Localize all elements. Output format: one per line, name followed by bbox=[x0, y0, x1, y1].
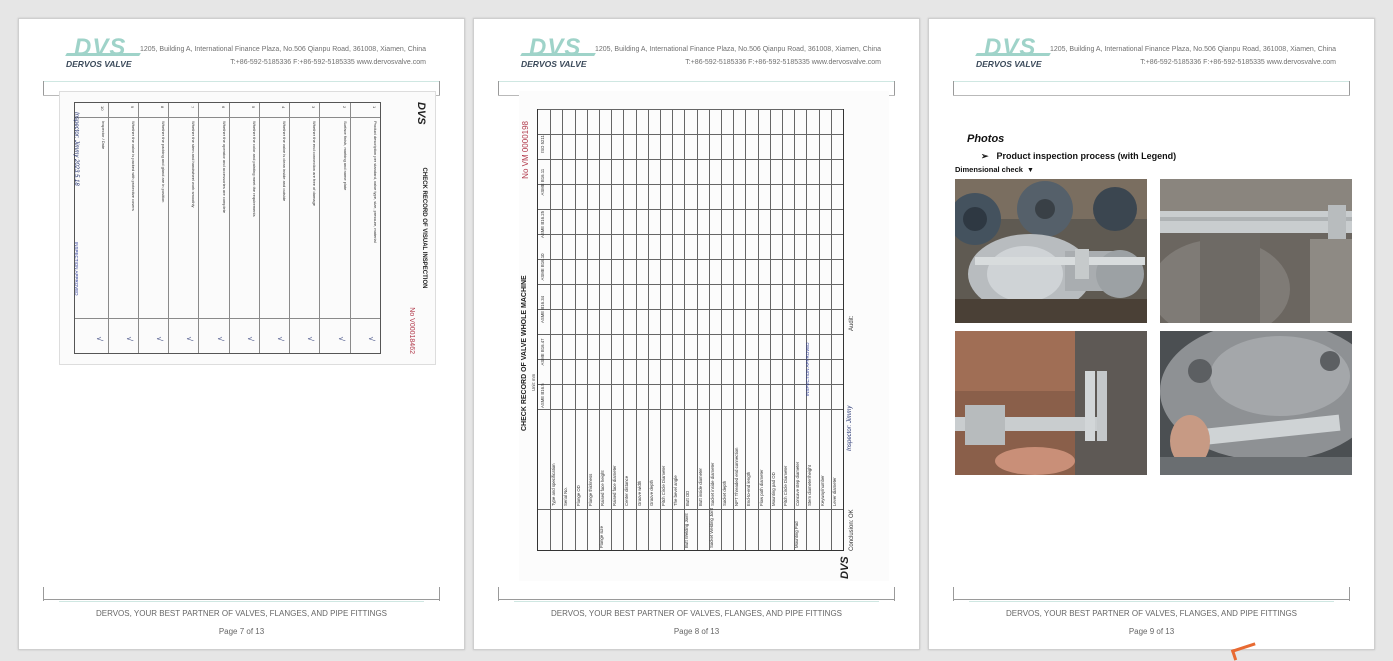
process-item-text: Product inspection process (with Legend) bbox=[996, 151, 1177, 161]
table-row bbox=[350, 103, 380, 353]
photo-caliper-on-flange-face bbox=[1160, 331, 1352, 475]
form-grid bbox=[537, 109, 844, 551]
footer-slogan: DERVOS, YOUR BEST PARTNER OF VALVES, FLANGES, AND PIPE FITTINGS bbox=[550, 609, 843, 618]
row-label: Flow path diameter bbox=[758, 469, 764, 506]
dimensional-check-label bbox=[955, 165, 1034, 174]
arrow-bullet-icon: ➢ bbox=[981, 151, 989, 161]
form-title: CHECK RECORD OF VISUAL INSPECTION bbox=[421, 167, 427, 289]
address-line: 1205, Building A, International Finance Plaza, No.506 Qianpu Road, 361008, Xiamen, China bbox=[139, 46, 426, 53]
logo-name: DERVOS VALVE bbox=[66, 59, 132, 69]
column-header: ASME B16.5 bbox=[540, 383, 545, 408]
document-page-9 bbox=[928, 18, 1375, 650]
logo-name: DERVOS VALVE bbox=[976, 59, 1042, 69]
document-page-8 bbox=[473, 18, 920, 650]
row-label: Concave step diameter bbox=[795, 461, 801, 506]
photo-caliper-on-flange bbox=[1160, 179, 1352, 323]
row-result: √ bbox=[245, 336, 255, 341]
form-table bbox=[74, 102, 381, 354]
dimensional-check-text: Dimensional check bbox=[955, 165, 1023, 174]
row-text: Whether the valve is clean inside and outside bbox=[282, 121, 288, 202]
row-result: √ bbox=[306, 336, 316, 341]
row-label: Raised face height bbox=[600, 470, 605, 506]
row-result: √ bbox=[124, 336, 134, 341]
row-text: Whether the packing and gland are in position bbox=[161, 121, 167, 203]
row-result: √ bbox=[215, 336, 225, 341]
company-address bbox=[1050, 43, 1336, 69]
row-label: The bevel angle bbox=[673, 475, 679, 506]
row-number: 10 bbox=[99, 106, 105, 111]
group-label: Mounting Pad bbox=[794, 521, 800, 548]
inspector-signature: Inspector: Jimmy bbox=[847, 405, 853, 451]
form-header bbox=[383, 102, 427, 354]
row-label: Type and specification bbox=[551, 463, 557, 506]
contact-line: T:+86-592-5185336 F:+86-592-5185335 www.dervosvalve.com bbox=[1140, 59, 1336, 66]
address-line: 1205, Building A, International Finance Plaza, No.506 Qianpu Road, 361008, Xiamen, China bbox=[1049, 46, 1336, 53]
row-number: 5 bbox=[250, 106, 256, 109]
group-label: Socket Welding Joint bbox=[708, 507, 714, 548]
column-header: ASME B16.11 bbox=[540, 168, 545, 196]
group-label: Flange size bbox=[599, 526, 604, 548]
company-logo bbox=[519, 34, 599, 87]
table-row bbox=[168, 103, 198, 353]
row-label: Raised face diameter bbox=[612, 465, 618, 506]
row-text: Surface finish, marking and name plate bbox=[342, 121, 348, 191]
row-result: √ bbox=[336, 336, 346, 341]
company-address bbox=[595, 43, 881, 69]
process-bullet bbox=[981, 151, 1176, 162]
page-number: Page 9 of 13 bbox=[1128, 627, 1175, 636]
page-footer bbox=[929, 597, 1374, 657]
row-text: Whether the stem and handwheel work smoothly bbox=[191, 121, 197, 208]
form-logo: DVS bbox=[415, 102, 427, 125]
row-result: √ bbox=[276, 336, 286, 341]
column-header: ASME B16.25 bbox=[540, 211, 545, 238]
page-header bbox=[929, 34, 1374, 99]
company-address bbox=[140, 43, 426, 69]
form-number: No V00018462 bbox=[408, 307, 415, 354]
row-result: √ bbox=[155, 336, 165, 341]
column-header: ASME B16.47 bbox=[540, 338, 545, 366]
row-label: Flange OD bbox=[575, 485, 581, 506]
logo-mark: DVS bbox=[984, 34, 1037, 61]
conclusion-label: Conclusion: OK bbox=[849, 509, 855, 551]
logo-mark: DVS bbox=[74, 34, 127, 61]
company-logo bbox=[64, 34, 144, 87]
row-label: Socket inside diameter bbox=[709, 462, 715, 506]
contact-line: T:+86-592-5185336 F:+86-592-5185335 www.dervosvalve.com bbox=[685, 59, 881, 66]
row-number: 3 bbox=[311, 106, 317, 109]
row-text: Whether the operator and accessories are complete bbox=[221, 121, 227, 214]
logo-mark: DVS bbox=[529, 34, 582, 61]
page-header bbox=[474, 34, 919, 99]
triangle-down-icon: ▼ bbox=[1026, 167, 1034, 174]
column-header: ASME B16.10 bbox=[540, 253, 545, 281]
logo-name: DERVOS VALVE bbox=[521, 59, 587, 69]
row-text: Product description per standard, valve type, size, pressure, material bbox=[373, 121, 378, 243]
row-label: End-to-end length bbox=[746, 471, 752, 506]
unit-label: Unit: mm bbox=[531, 373, 536, 391]
row-text: Whether the color and painting meet the requirements bbox=[251, 121, 257, 217]
row-number: 7 bbox=[190, 106, 196, 109]
row-label: Pitch Circle Diameter bbox=[661, 465, 666, 506]
page-number: Page 8 of 13 bbox=[673, 627, 720, 636]
row-number: 8 bbox=[160, 106, 166, 109]
table-row bbox=[319, 103, 349, 353]
row-label: Groove depth bbox=[648, 479, 654, 506]
form-number: No VM 0000198 bbox=[521, 121, 530, 179]
row-label: NPT Threaded end connection bbox=[734, 447, 740, 506]
photo-valve-with-caliper bbox=[955, 179, 1147, 323]
form-title: CHECK RECORD OF VALVE WHOLE MACHINE bbox=[521, 275, 528, 431]
table-row bbox=[259, 103, 289, 353]
row-label: Pitch Circle Diameter bbox=[783, 465, 788, 506]
row-number: 4 bbox=[281, 106, 287, 109]
row-label: Stem diameter/height bbox=[807, 465, 813, 506]
row-result: √ bbox=[94, 336, 104, 341]
column-header: ASME B16.34 bbox=[540, 296, 545, 323]
group-label: Butt Welding Joint bbox=[684, 513, 690, 548]
scanned-whole-machine-form bbox=[519, 91, 889, 581]
row-label: Groove width bbox=[636, 480, 642, 506]
row-label: Butt OD bbox=[685, 490, 691, 506]
row-label: Socket depth bbox=[722, 480, 727, 506]
photo-caliper-close-up bbox=[955, 331, 1147, 475]
footer-slogan: DERVOS, YOUR BEST PARTNER OF VALVES, FLANGES, AND PIPE FITTINGS bbox=[1005, 609, 1298, 618]
inspector-signature: Inspector: Jimmy 2023.5.18 bbox=[73, 112, 79, 186]
row-text: Whether the end connection are free of damage bbox=[312, 121, 318, 206]
table-row bbox=[78, 103, 107, 353]
row-number: 6 bbox=[220, 106, 226, 109]
row-number: 2 bbox=[341, 106, 347, 109]
page-header bbox=[19, 34, 464, 99]
row-label: Flange thickness bbox=[587, 473, 593, 506]
document-page-7 bbox=[18, 18, 465, 650]
scanned-visual-inspection-form bbox=[59, 91, 436, 365]
page-number: Page 7 of 13 bbox=[218, 627, 265, 636]
form-logo: DVS bbox=[839, 556, 851, 579]
row-number: 9 bbox=[129, 106, 135, 109]
row-label: Mounting pad OD bbox=[770, 472, 776, 506]
row-label: Center distance bbox=[624, 475, 630, 506]
row-label: Serial No. bbox=[563, 487, 569, 506]
audit-label: Audit: bbox=[849, 315, 855, 331]
table-row bbox=[289, 103, 319, 353]
row-result: √ bbox=[185, 336, 195, 341]
address-line: 1205, Building A, International Finance Plaza, No.506 Qianpu Road, 361008, Xiamen, China bbox=[594, 46, 881, 53]
table-row bbox=[138, 103, 168, 353]
row-label: Keyway/number bbox=[819, 475, 825, 506]
table-row bbox=[198, 103, 228, 353]
column-header: ISO 5211 bbox=[540, 135, 545, 153]
row-text: Whether the valve is packed with protective covers bbox=[130, 121, 136, 211]
page-footer bbox=[19, 597, 464, 657]
row-result: √ bbox=[367, 336, 376, 341]
table-row bbox=[108, 103, 138, 353]
row-label: Butt inside diameter bbox=[697, 468, 703, 506]
photos-heading: Photos bbox=[967, 133, 1005, 145]
page-footer bbox=[474, 597, 919, 657]
row-label: Lever diameter bbox=[831, 477, 837, 506]
footer-slogan: DERVOS, YOUR BEST PARTNER OF VALVES, FLANGES, AND PIPE FITTINGS bbox=[95, 609, 388, 618]
row-number: 1 bbox=[372, 106, 377, 109]
row-text: Inspector / Date bbox=[100, 121, 106, 150]
contact-line: T:+86-592-5185336 F:+86-592-5185335 www.dervosvalve.com bbox=[230, 59, 426, 66]
inspection-stamp: INSPECTION APPROVED bbox=[74, 242, 79, 296]
table-row bbox=[229, 103, 259, 353]
company-logo bbox=[974, 34, 1054, 87]
inspection-stamp: INSPECTION APPROVED bbox=[805, 342, 810, 396]
